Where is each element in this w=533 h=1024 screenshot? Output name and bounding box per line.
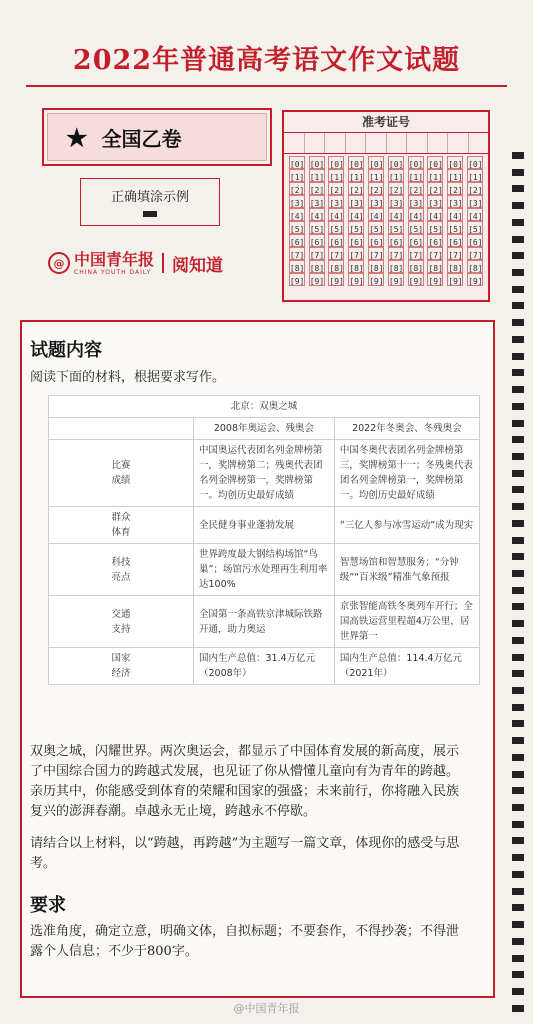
exam-id-entry-cell[interactable] <box>366 133 387 153</box>
exam-id-bubble[interactable]: [9] <box>309 273 325 286</box>
fill-example-label: 正确填涂示例 <box>110 190 189 205</box>
exam-id-bubble[interactable]: [4] <box>348 208 364 221</box>
material-table <box>48 395 480 685</box>
timing-mark <box>512 587 524 594</box>
timing-mark <box>512 269 524 276</box>
exam-id-bubble[interactable]: [6] <box>328 234 344 247</box>
exam-id-bubble[interactable]: [9] <box>427 273 443 286</box>
exam-id-bubble[interactable]: [3] <box>328 195 344 208</box>
page-title: 2022年普通高考语文作文试题 <box>72 45 461 76</box>
exam-id-bubble[interactable]: [0] <box>348 156 364 169</box>
timing-mark <box>512 420 524 427</box>
exam-id-bubble[interactable]: [0] <box>447 156 463 169</box>
exam-id-bubble[interactable]: [8] <box>348 260 364 273</box>
table-row-category: 交通 支持 <box>49 596 194 648</box>
table-cell-2008: 世界跨度最大钢结构场馆“鸟巢”；场馆污水处理再生利用率达100% <box>194 544 335 596</box>
table-cell-2022: 智慧场馆和智慧服务；“分钟级”“百米级”精准气象预报 <box>334 544 479 596</box>
exam-id-bubble[interactable]: [5] <box>447 221 463 234</box>
exam-id-bubble[interactable]: [8] <box>388 260 404 273</box>
timing-mark <box>512 971 524 978</box>
exam-id-bubble[interactable]: [6] <box>408 234 424 247</box>
timing-mark <box>512 369 524 376</box>
table-row-category: 科技 亮点 <box>49 544 194 596</box>
table-row-category: 比赛 成绩 <box>49 440 194 507</box>
table-corner <box>49 418 194 440</box>
timing-mark <box>512 854 524 861</box>
exam-id-bubble[interactable]: [5] <box>309 221 325 234</box>
timing-mark <box>512 219 524 226</box>
exam-id-bubble[interactable]: [3] <box>408 195 424 208</box>
exam-id-bubble[interactable]: [9] <box>388 273 404 286</box>
exam-id-bubble[interactable]: [6] <box>447 234 463 247</box>
exam-id-bubble[interactable]: [5] <box>388 221 404 234</box>
fill-example-box <box>80 178 220 226</box>
brand-logo: 中国青年报 <box>74 250 155 269</box>
timing-mark <box>512 654 524 661</box>
exam-id-label: 准考证号 <box>284 112 488 133</box>
exam-id-bubble[interactable]: [7] <box>289 247 305 260</box>
exam-id-bubble[interactable]: [9] <box>348 273 364 286</box>
exam-id-bubble[interactable]: [5] <box>348 221 364 234</box>
exam-id-bubble[interactable]: [8] <box>427 260 443 273</box>
timing-mark <box>512 955 524 962</box>
table-row-category: 群众 体育 <box>49 507 194 544</box>
exam-id-bubble[interactable]: [5] <box>368 221 384 234</box>
timing-mark <box>512 821 524 828</box>
exam-id-bubble[interactable]: [3] <box>368 195 384 208</box>
exam-id-bubble[interactable]: [2] <box>328 182 344 195</box>
exam-id-bubble[interactable]: [2] <box>348 182 364 195</box>
exam-id-bubble[interactable]: [2] <box>447 182 463 195</box>
partner-logo: 阅知道 <box>172 255 224 276</box>
timing-mark <box>512 603 524 610</box>
exam-id-bubble[interactable]: [4] <box>408 208 424 221</box>
exam-id-bubble[interactable]: [2] <box>289 182 305 195</box>
table-cell-2008: 国内生产总值：31.4万亿元（2008年） <box>194 648 335 685</box>
exam-id-bubble[interactable]: [9] <box>408 273 424 286</box>
exam-id-bubble[interactable]: [1] <box>408 169 424 182</box>
exam-id-bubble[interactable]: [0] <box>427 156 443 169</box>
timing-mark <box>512 787 524 794</box>
exam-id-bubble[interactable]: [7] <box>368 247 384 260</box>
exam-id-column <box>287 156 307 286</box>
timing-mark <box>512 386 524 393</box>
timing-mark <box>512 252 524 259</box>
exam-id-bubble[interactable]: [4] <box>388 208 404 221</box>
exam-id-bubble[interactable]: [3] <box>427 195 443 208</box>
timing-mark <box>512 620 524 627</box>
exam-id-bubble[interactable]: [3] <box>388 195 404 208</box>
timing-mark <box>512 553 524 560</box>
exam-id-entry-cell[interactable] <box>346 133 367 153</box>
timing-mark <box>512 202 524 209</box>
exam-id-bubble[interactable]: [0] <box>328 156 344 169</box>
table-row <box>49 596 480 648</box>
exam-id-bubble-grid <box>284 154 488 286</box>
exam-id-bubble[interactable]: [2] <box>427 182 443 195</box>
exam-id-column <box>346 156 366 286</box>
table-row-category: 国家 经济 <box>49 648 194 685</box>
table-cell-2008: 中国奥运代表团名列金牌榜第一，奖牌榜第二；残奥代表团名列金牌榜第一，奖牌榜第一。均创历史最好成绩 <box>194 440 335 507</box>
exam-id-bubble[interactable]: [6] <box>309 234 325 247</box>
exam-id-bubble[interactable]: [8] <box>309 260 325 273</box>
timing-mark <box>512 486 524 493</box>
exam-id-bubble[interactable]: [5] <box>467 221 483 234</box>
exam-id-bubble[interactable]: [9] <box>368 273 384 286</box>
timing-mark <box>512 904 524 911</box>
timing-mark <box>512 921 524 928</box>
table-col-2008: 2008年奥运会、残奥会 <box>194 418 335 440</box>
exam-id-column <box>406 156 426 286</box>
exam-id-bubble[interactable]: [1] <box>388 169 404 182</box>
exam-id-bubble[interactable]: [6] <box>427 234 443 247</box>
brand-logo-en: CHINA YOUTH DAILY <box>74 269 152 276</box>
exam-id-column <box>465 156 485 286</box>
exam-id-entry-cell[interactable] <box>387 133 408 153</box>
timing-mark <box>512 704 524 711</box>
exam-id-entry-cell[interactable] <box>428 133 449 153</box>
timing-marks <box>512 152 524 1012</box>
exam-id-bubble[interactable]: [5] <box>408 221 424 234</box>
exam-id-entry-cell[interactable] <box>284 133 305 153</box>
logo-row <box>48 248 223 278</box>
timing-mark <box>512 670 524 677</box>
table-cell-2022: 国内生产总值：114.4万亿元（2021年） <box>334 648 479 685</box>
timing-mark <box>512 537 524 544</box>
timing-mark <box>512 720 524 727</box>
exam-id-entry-cell[interactable] <box>325 133 346 153</box>
requirements-title: 要求 <box>30 895 66 916</box>
exam-id-bubble[interactable]: [3] <box>289 195 305 208</box>
exam-id-bubble[interactable]: [6] <box>289 234 305 247</box>
timing-mark <box>512 319 524 326</box>
filled-mark-icon <box>143 211 157 217</box>
paper-type-box <box>42 108 272 166</box>
table-cell-2008: 全民健身事业蓬勃发展 <box>194 507 335 544</box>
exam-id-bubble[interactable]: [3] <box>447 195 463 208</box>
exam-id-bubble[interactable]: [2] <box>388 182 404 195</box>
table-caption: 北京：双奥之城 <box>49 396 480 418</box>
exam-id-bubble[interactable]: [4] <box>309 208 325 221</box>
timing-mark <box>512 503 524 510</box>
timing-mark <box>512 436 524 443</box>
exam-id-bubble[interactable]: [5] <box>328 221 344 234</box>
exam-id-bubble[interactable]: [1] <box>309 169 325 182</box>
exam-id-bubble[interactable]: [0] <box>309 156 325 169</box>
exam-id-bubble[interactable]: [6] <box>388 234 404 247</box>
exam-id-bubble[interactable]: [7] <box>388 247 404 260</box>
exam-id-bubble[interactable]: [4] <box>427 208 443 221</box>
exam-id-bubble[interactable]: [7] <box>427 247 443 260</box>
table-row <box>49 440 480 507</box>
table-row <box>49 648 480 685</box>
timing-mark <box>512 236 524 243</box>
exam-id-bubble[interactable]: [7] <box>467 247 483 260</box>
exam-id-bubble[interactable]: [0] <box>368 156 384 169</box>
timing-mark <box>512 403 524 410</box>
timing-mark <box>512 687 524 694</box>
exam-id-bubble[interactable]: [9] <box>328 273 344 286</box>
exam-id-bubble[interactable]: [1] <box>467 169 483 182</box>
exam-id-box <box>282 110 490 302</box>
exam-id-column <box>445 156 465 286</box>
exam-id-bubble[interactable]: [1] <box>447 169 463 182</box>
exam-id-bubble[interactable]: [5] <box>427 221 443 234</box>
exam-id-bubble[interactable]: [7] <box>447 247 463 260</box>
paragraph-2: 请结合以上材料，以“跨越，再跨越”为主题写一篇文章，体现你的感受与思考。 <box>30 836 460 871</box>
timing-mark <box>512 336 524 343</box>
timing-mark <box>512 888 524 895</box>
timing-mark <box>512 470 524 477</box>
exam-id-bubble[interactable]: [4] <box>328 208 344 221</box>
paper-name: 全国乙卷 <box>101 126 182 151</box>
timing-mark <box>512 988 524 995</box>
exam-id-bubble[interactable]: [7] <box>309 247 325 260</box>
exam-id-bubble[interactable]: [3] <box>467 195 483 208</box>
timing-mark <box>512 771 524 778</box>
timing-mark <box>512 152 524 159</box>
table-cell-2022: 中国冬奥代表团名列金牌榜第三，奖牌榜第十一；冬残奥代表团名列金牌榜第一，奖牌榜第一。均创历史最好成绩 <box>334 440 479 507</box>
exam-id-bubble[interactable]: [4] <box>289 208 305 221</box>
exam-id-bubble[interactable]: [8] <box>328 260 344 273</box>
exam-id-bubble[interactable]: [8] <box>467 260 483 273</box>
timing-mark <box>512 185 524 192</box>
table-row <box>49 544 480 596</box>
timing-mark <box>512 837 524 844</box>
exam-id-bubble[interactable]: [6] <box>368 234 384 247</box>
exam-id-bubble[interactable]: [3] <box>309 195 325 208</box>
exam-id-bubble[interactable]: [8] <box>447 260 463 273</box>
title-divider <box>26 85 507 87</box>
timing-mark <box>512 520 524 527</box>
exam-id-bubble[interactable]: [0] <box>467 156 483 169</box>
exam-id-bubble[interactable]: [1] <box>368 169 384 182</box>
exam-id-entry-cell[interactable] <box>305 133 326 153</box>
timing-mark <box>512 302 524 309</box>
exam-id-bubble[interactable]: [0] <box>408 156 424 169</box>
exam-id-bubble[interactable]: [6] <box>467 234 483 247</box>
paragraph-1: 双奥之城，闪耀世界。两次奥运会，都显示了中国体育发展的新高度，展示了中国综合国力的跨越式发展，也见证了你从懵懂儿童向有为青年的跨越。亲历其中，你能感受到体育的荣耀和国家的强盛；未来前行，你将融入民族复兴的澎湃春潮。卓越永无止境，跨越永不停歇。 <box>30 744 460 819</box>
exam-id-bubble[interactable]: [9] <box>447 273 463 286</box>
table-cell-2008: 全国第一条高铁京津城际铁路开通，助力奥运 <box>194 596 335 648</box>
exam-id-bubble[interactable]: [8] <box>289 260 305 273</box>
timing-mark <box>512 938 524 945</box>
exam-id-entry-row <box>284 133 488 154</box>
exam-id-column <box>386 156 406 286</box>
exam-id-bubble[interactable]: [8] <box>408 260 424 273</box>
at-logo-icon: @ <box>48 252 70 274</box>
exam-id-bubble[interactable]: [7] <box>348 247 364 260</box>
exam-id-bubble[interactable]: [2] <box>368 182 384 195</box>
exam-id-bubble[interactable]: [7] <box>328 247 344 260</box>
exam-id-bubble[interactable]: [4] <box>368 208 384 221</box>
exam-id-bubble[interactable]: [2] <box>467 182 483 195</box>
table-cell-2022: “三亿人参与冰雪运动”成为现实 <box>334 507 479 544</box>
exam-id-bubble[interactable]: [2] <box>408 182 424 195</box>
exam-id-entry-cell[interactable] <box>469 133 489 153</box>
watermark: @中国青年报 <box>233 1002 300 1015</box>
exam-id-column <box>327 156 347 286</box>
exam-id-entry-cell[interactable] <box>448 133 469 153</box>
timing-mark <box>512 453 524 460</box>
table-col-2022: 2022年冬奥会、冬残奥会 <box>334 418 479 440</box>
exam-id-bubble[interactable]: [4] <box>447 208 463 221</box>
exam-id-bubble[interactable]: [0] <box>289 156 305 169</box>
table-cell-2022: 京张智能高铁冬奥列车开行；全国高铁运营里程超4万公里，居世界第一 <box>334 596 479 648</box>
exam-id-bubble[interactable]: [7] <box>408 247 424 260</box>
exam-id-bubble[interactable]: [3] <box>348 195 364 208</box>
exam-id-bubble[interactable]: [6] <box>348 234 364 247</box>
table-row <box>49 507 480 544</box>
exam-id-bubble[interactable]: [2] <box>309 182 325 195</box>
timing-mark <box>512 570 524 577</box>
exam-id-entry-cell[interactable] <box>407 133 428 153</box>
timing-mark <box>512 804 524 811</box>
exam-id-bubble[interactable]: [8] <box>368 260 384 273</box>
exam-id-column <box>307 156 327 286</box>
timing-mark <box>512 871 524 878</box>
timing-mark <box>512 169 524 176</box>
timing-mark <box>512 286 524 293</box>
timing-mark <box>512 754 524 761</box>
exam-id-bubble[interactable]: [5] <box>289 221 305 234</box>
exam-id-bubble[interactable]: [1] <box>348 169 364 182</box>
exam-id-bubble[interactable]: [9] <box>289 273 305 286</box>
section-title: 试题内容 <box>30 340 102 361</box>
exam-id-bubble[interactable]: [9] <box>467 273 483 286</box>
intro-text: 阅读下面的材料，根据要求写作。 <box>30 370 226 385</box>
timing-mark <box>512 637 524 644</box>
exam-id-bubble[interactable]: [0] <box>388 156 404 169</box>
logo-separator <box>162 253 164 273</box>
exam-id-bubble[interactable]: [1] <box>328 169 344 182</box>
requirements-text: 选准角度，确定立意，明确文体，自拟标题；不要套作，不得抄袭；不得泄露个人信息；不少于800字。 <box>30 924 460 959</box>
star-icon: ★ <box>66 122 88 152</box>
exam-id-bubble[interactable]: [4] <box>467 208 483 221</box>
timing-mark <box>512 737 524 744</box>
exam-id-column <box>366 156 386 286</box>
timing-mark <box>512 353 524 360</box>
exam-id-bubble[interactable]: [1] <box>427 169 443 182</box>
exam-id-bubble[interactable]: [1] <box>289 169 305 182</box>
exam-id-column <box>426 156 446 286</box>
